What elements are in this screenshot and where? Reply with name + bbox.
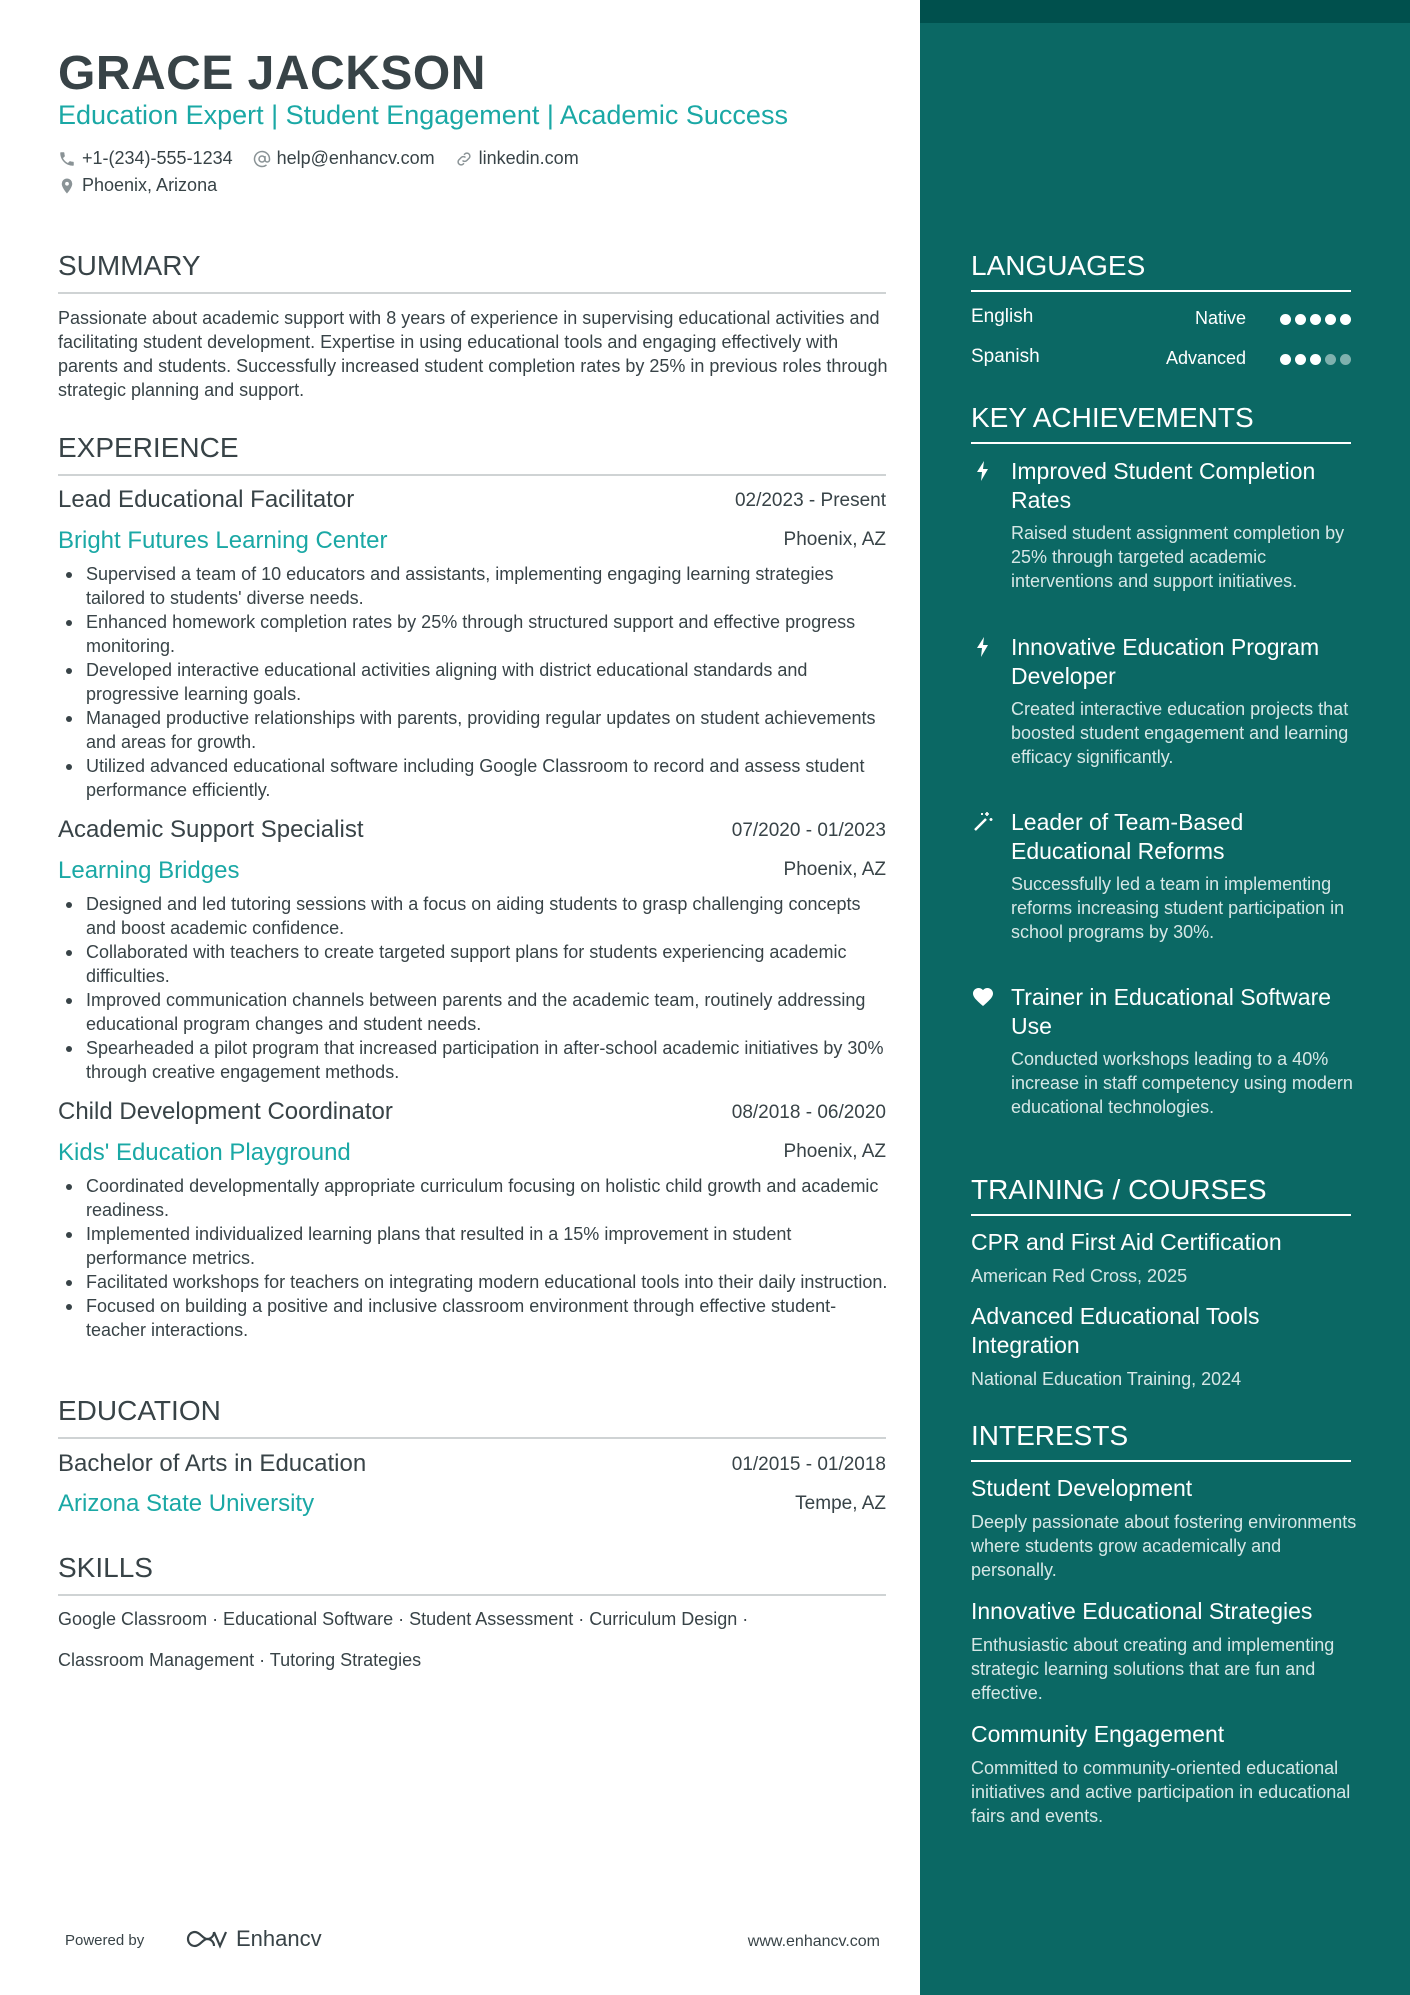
contact-row bbox=[58, 148, 599, 169]
course-title: CPR and First Aid Certification bbox=[971, 1229, 1282, 1255]
skills-title: SKILLS bbox=[58, 1552, 886, 1596]
enhancv-logo[interactable] bbox=[184, 1926, 322, 1952]
contact-linkedin[interactable] bbox=[455, 148, 579, 169]
interest-title: Student Development bbox=[971, 1475, 1193, 1501]
bullet-item: Managed productive relationships with parents, providing regular updates on student achievements and areas for growth. bbox=[58, 706, 888, 754]
summary-title: SUMMARY bbox=[58, 250, 886, 294]
job-title: Lead Educational Facilitator bbox=[58, 486, 355, 513]
contact-phone[interactable] bbox=[58, 148, 233, 169]
enhancv-logo-icon bbox=[184, 1927, 230, 1951]
achievement-desc: Raised student assignment completion by 25% through targeted academic interventions and support initiatives. bbox=[1011, 523, 1345, 591]
achievement-title: Innovative Education Program Developer bbox=[1011, 634, 1320, 689]
rating-dot bbox=[1280, 354, 1291, 365]
company-name: Learning Bridges bbox=[58, 857, 240, 884]
lightning-icon bbox=[971, 459, 995, 483]
heart-icon bbox=[971, 985, 995, 1009]
enhancv-logo-text: Enhancv bbox=[236, 1926, 322, 1951]
bullet-item: Designed and led tutoring sessions with a focus on aiding students to grasp challenging concepts and boost academic confidence. bbox=[58, 892, 888, 940]
phone-icon bbox=[58, 150, 76, 168]
sidebar-top-bar bbox=[920, 0, 1410, 23]
language-name: Spanish bbox=[971, 346, 1040, 367]
degree-title: Bachelor of Arts in Education bbox=[58, 1450, 367, 1477]
bullet-item: Developed interactive educational activities aligning with district educational standards and progressive learning goals. bbox=[58, 658, 888, 706]
education-title: EDUCATION bbox=[58, 1395, 886, 1439]
experience-title: EXPERIENCE bbox=[58, 432, 886, 476]
linkedin-text: linkedin.com bbox=[478, 148, 579, 168]
achievement-title: Improved Student Completion Rates bbox=[1011, 458, 1316, 513]
job-bullets bbox=[58, 1174, 888, 1342]
language-rating bbox=[1276, 314, 1351, 325]
achievement-desc: Successfully led a team in implementing reforms increasing student participation in school programs by 30%. bbox=[1011, 874, 1345, 942]
bullet-item: Coordinated developmentally appropriate curriculum focusing on holistic child growth and academic readiness. bbox=[58, 1174, 888, 1222]
summary-text: Passionate about academic support with 8 years of experience in supervising educational activities and facilitating student development. Expertise in using educational tools and engaging effectively with parents and students. Successfully increased student completion rates by 25% in previous roles through strategic planning and support. bbox=[58, 308, 888, 400]
languages-title: LANGUAGES bbox=[971, 250, 1351, 292]
link-icon bbox=[455, 150, 473, 168]
rating-dot bbox=[1310, 314, 1321, 325]
bullet-item: Utilized advanced educational software including Google Classroom to record and assess student performance efficiently. bbox=[58, 754, 888, 802]
candidate-name: GRACE JACKSON bbox=[58, 47, 486, 100]
course-provider: National Education Training, 2024 bbox=[971, 1369, 1242, 1389]
email-text: help@enhancv.com bbox=[276, 148, 435, 168]
interest-title: Innovative Educational Strategies bbox=[971, 1598, 1313, 1624]
language-name: English bbox=[971, 306, 1034, 327]
language-row bbox=[971, 346, 1351, 372]
contact-email[interactable] bbox=[253, 148, 435, 169]
bullet-item: Spearheaded a pilot program that increased participation in after-school academic initiatives by 30% through creative engagement methods. bbox=[58, 1036, 888, 1084]
job-dates: 02/2023 - Present bbox=[734, 490, 886, 511]
bullet-item: Focused on building a positive and inclusive classroom environment through effective student-teacher interactions. bbox=[58, 1294, 888, 1342]
interest-desc: Enthusiastic about creating and implementing strategic learning solutions that are fun and effective. bbox=[971, 1635, 1335, 1703]
rating-dot bbox=[1280, 314, 1291, 325]
language-row bbox=[971, 306, 1351, 332]
school-name: Arizona State University bbox=[58, 1490, 315, 1517]
job-dates: 07/2020 - 01/2023 bbox=[731, 820, 886, 841]
phone-text: +1-(234)-555-1234 bbox=[82, 148, 233, 168]
powered-by-label: Powered by bbox=[65, 1932, 145, 1949]
interest-desc: Deeply passionate about fostering environments where students grow academically and personally. bbox=[971, 1512, 1357, 1580]
achievement-title: Trainer in Educational Software Use bbox=[1011, 984, 1332, 1039]
skills-list bbox=[58, 1599, 888, 1681]
sidebar bbox=[920, 0, 1410, 1995]
language-level: Native bbox=[1194, 308, 1246, 328]
rating-dot bbox=[1310, 354, 1321, 365]
bullet-item: Implemented individualized learning plans that resulted in a 15% improvement in student performance metrics. bbox=[58, 1222, 888, 1270]
course-title: Advanced Educational Tools Integration bbox=[971, 1303, 1260, 1358]
job-bullets bbox=[58, 562, 888, 802]
footer-url[interactable]: www.enhancv.com bbox=[747, 1933, 880, 1950]
job-title: Academic Support Specialist bbox=[58, 816, 364, 843]
rating-dot bbox=[1340, 354, 1351, 365]
school-location: Tempe, AZ bbox=[795, 1493, 886, 1514]
location-text: Phoenix, Arizona bbox=[82, 175, 218, 195]
rating-dot bbox=[1295, 354, 1306, 365]
bullet-item: Enhanced homework completion rates by 25% through structured support and effective progress monitoring. bbox=[58, 610, 888, 658]
at-sign-icon bbox=[253, 150, 271, 168]
interest-desc: Committed to community-oriented educational initiatives and active participation in educational fairs and events. bbox=[971, 1758, 1351, 1826]
company-name: Kids' Education Playground bbox=[58, 1139, 351, 1166]
interests-title: INTERESTS bbox=[971, 1420, 1351, 1462]
skills-line: Google Classroom · Educational Software · Student Assessment · Curriculum Design · bbox=[58, 1609, 749, 1629]
magic-wand-icon bbox=[971, 810, 995, 834]
job-bullets bbox=[58, 892, 888, 1084]
rating-dot bbox=[1295, 314, 1306, 325]
job-location: Phoenix, AZ bbox=[783, 859, 886, 880]
education-dates: 01/2015 - 01/2018 bbox=[731, 1454, 886, 1475]
interest-title: Community Engagement bbox=[971, 1721, 1225, 1747]
training-title: TRAINING / COURSES bbox=[971, 1174, 1351, 1216]
bullet-item: Collaborated with teachers to create targeted support plans for students experiencing academic difficulties. bbox=[58, 940, 888, 988]
course-provider: American Red Cross, 2025 bbox=[971, 1266, 1188, 1286]
contact-row-location bbox=[58, 175, 237, 196]
bullet-item: Facilitated workshops for teachers on integrating modern educational tools into their daily instruction. bbox=[58, 1270, 888, 1294]
location-pin-icon bbox=[58, 177, 76, 195]
bullet-item: Supervised a team of 10 educators and assistants, implementing engaging learning strategies tailored to students' diverse needs. bbox=[58, 562, 888, 610]
headline: Education Expert | Student Engagement | Academic Success bbox=[58, 100, 788, 130]
lightning-icon bbox=[971, 635, 995, 659]
achievement-desc: Created interactive education projects that boosted student engagement and learning efficacy significantly. bbox=[1011, 699, 1349, 767]
job-location: Phoenix, AZ bbox=[783, 1141, 886, 1162]
rating-dot bbox=[1325, 354, 1336, 365]
achievement-desc: Conducted workshops leading to a 40% increase in staff competency using modern educational technologies. bbox=[1011, 1049, 1353, 1117]
job-title: Child Development Coordinator bbox=[58, 1098, 393, 1125]
job-location: Phoenix, AZ bbox=[783, 529, 886, 550]
rating-dot bbox=[1340, 314, 1351, 325]
company-name: Bright Futures Learning Center bbox=[58, 527, 388, 554]
language-level: Advanced bbox=[1165, 348, 1246, 368]
contact-location bbox=[58, 175, 217, 196]
skills-line: Classroom Management · Tutoring Strategies bbox=[58, 1650, 422, 1670]
bullet-item: Improved communication channels between parents and the academic team, routinely addressing educational program changes and student needs. bbox=[58, 988, 888, 1036]
achievement-title: Leader of Team-Based Educational Reforms bbox=[1011, 809, 1244, 864]
achievements-title: KEY ACHIEVEMENTS bbox=[971, 402, 1351, 444]
job-dates: 08/2018 - 06/2020 bbox=[731, 1102, 886, 1123]
rating-dot bbox=[1325, 314, 1336, 325]
language-rating bbox=[1276, 354, 1351, 365]
